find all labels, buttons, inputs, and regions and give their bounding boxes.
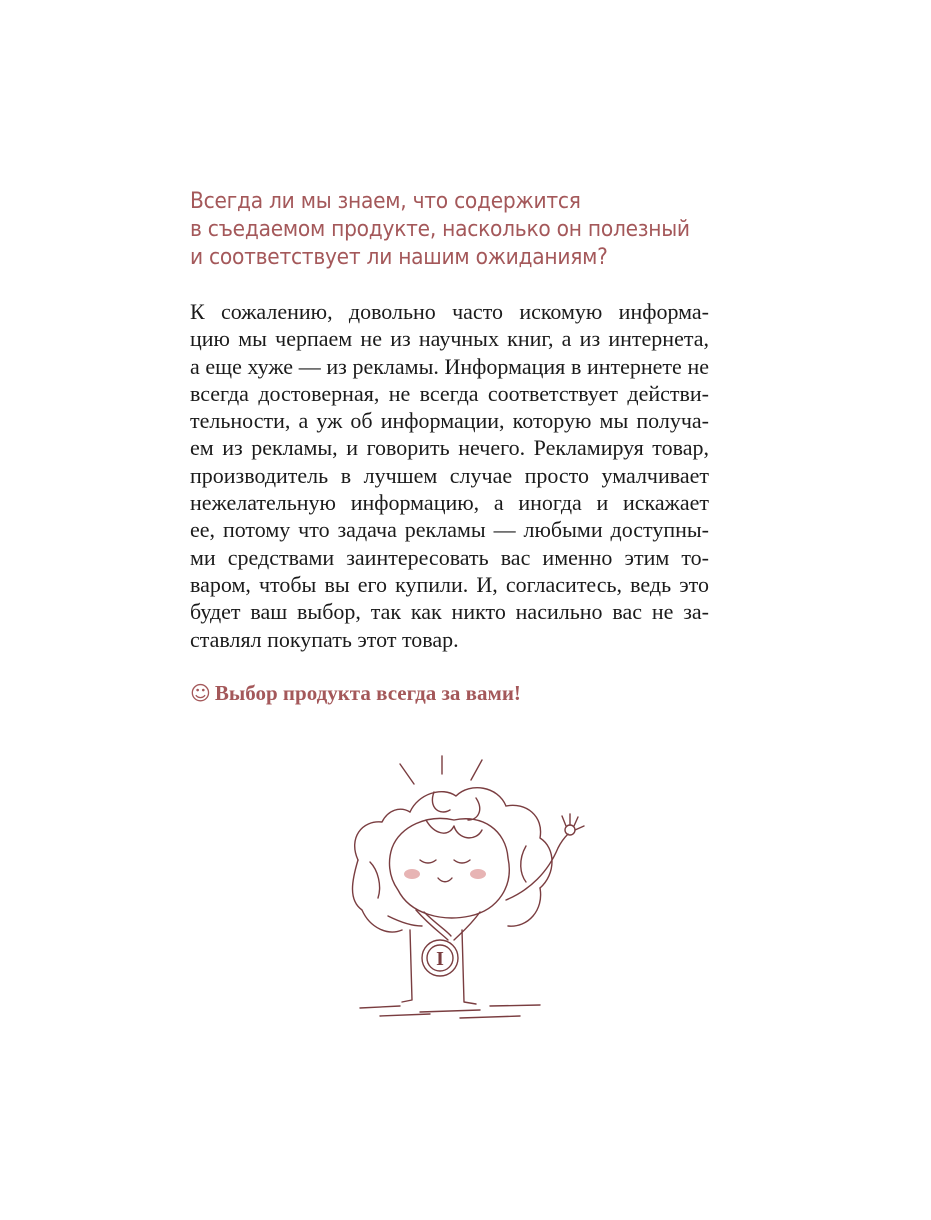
callout-text: Выбор продукта всегда за вами! bbox=[214, 681, 521, 705]
cheek-left bbox=[404, 869, 420, 879]
section-heading bbox=[190, 188, 690, 272]
cabbage-leaf bbox=[355, 809, 410, 860]
cabbage-leaf bbox=[353, 860, 403, 932]
paragraph-line: варом, чтобы вы его купили. И, согласитесь, ведь это bbox=[190, 571, 709, 597]
body-paragraph bbox=[190, 298, 709, 653]
cabbage-leaf bbox=[410, 788, 506, 812]
medal-ribbon bbox=[416, 910, 448, 940]
cabbage-illustration bbox=[330, 750, 600, 1030]
cabbage-finger bbox=[575, 826, 584, 830]
smiley-icon: ☺ bbox=[190, 681, 211, 705]
cabbage-leaf bbox=[521, 846, 526, 882]
paragraph-line: ставлял покупать этот товар. bbox=[190, 626, 459, 652]
smile-mouth bbox=[438, 878, 452, 882]
ground-line bbox=[420, 1010, 480, 1012]
cheek-right bbox=[470, 869, 486, 879]
cabbage-finger bbox=[562, 816, 566, 826]
ground-line bbox=[460, 1016, 520, 1018]
cabbage-leaf bbox=[468, 798, 480, 820]
ground-line bbox=[380, 1014, 430, 1016]
cabbage-leg bbox=[402, 930, 412, 1002]
closed-eye-right bbox=[454, 860, 470, 863]
closed-eye-left bbox=[420, 860, 436, 863]
paragraph-line: цию мы черпаем не из научных книг, а из интернета, bbox=[190, 326, 709, 352]
cabbage-leaf bbox=[508, 888, 541, 926]
ground-line bbox=[360, 1006, 400, 1008]
cabbage-hand bbox=[565, 825, 575, 835]
cabbage-leaf bbox=[432, 792, 450, 812]
cabbage-leaf bbox=[388, 916, 422, 926]
paragraph-line: производитель в лучшем случае просто умалчивает bbox=[190, 462, 709, 488]
callout-line bbox=[190, 680, 521, 706]
paragraph-line: ем из рекламы, и говорить нечего. Рекламируя товар, bbox=[190, 435, 709, 461]
paragraph-line: К сожалению, довольно часто искомую информа- bbox=[190, 299, 709, 324]
paragraph-line: ми средствами заинтересовать вас именно этим то- bbox=[190, 544, 709, 570]
cabbage-leaf bbox=[506, 805, 552, 888]
cabbage-finger bbox=[574, 817, 578, 826]
paragraph-line: ее, потому что задача рекламы — любыми доступны- bbox=[190, 517, 709, 543]
paragraph-line: а еще хуже — из рекламы. Информация в интернете не bbox=[190, 353, 709, 379]
paragraph-line: тельности, а уж об информации, которую мы получа- bbox=[190, 408, 709, 434]
paragraph-line: нежелательную информацию, а иногда и искажает bbox=[190, 490, 709, 516]
cabbage-leaf bbox=[390, 818, 510, 917]
ground-line bbox=[490, 1005, 540, 1006]
cabbage-leg bbox=[462, 930, 476, 1004]
paragraph-line: всегда достоверная, не всегда соответствует действи- bbox=[190, 380, 709, 406]
medal-letter: I bbox=[436, 948, 444, 970]
medal-ribbon bbox=[424, 912, 451, 936]
heading-line: Всегда ли мы знаем, что содержится bbox=[190, 189, 581, 214]
paragraph-line: будет ваш выбор, так как никто насильно вас не за- bbox=[190, 599, 709, 625]
motion-line bbox=[471, 760, 482, 780]
cabbage-leaf bbox=[426, 820, 482, 838]
heading-line: и соответствует ли нашим ожиданиям? bbox=[190, 245, 608, 270]
heading-line: в съедаемом продукте, насколько он полезный bbox=[190, 217, 690, 242]
motion-line bbox=[400, 764, 414, 784]
cabbage-arm bbox=[506, 834, 568, 900]
cabbage-leaf bbox=[370, 862, 380, 898]
